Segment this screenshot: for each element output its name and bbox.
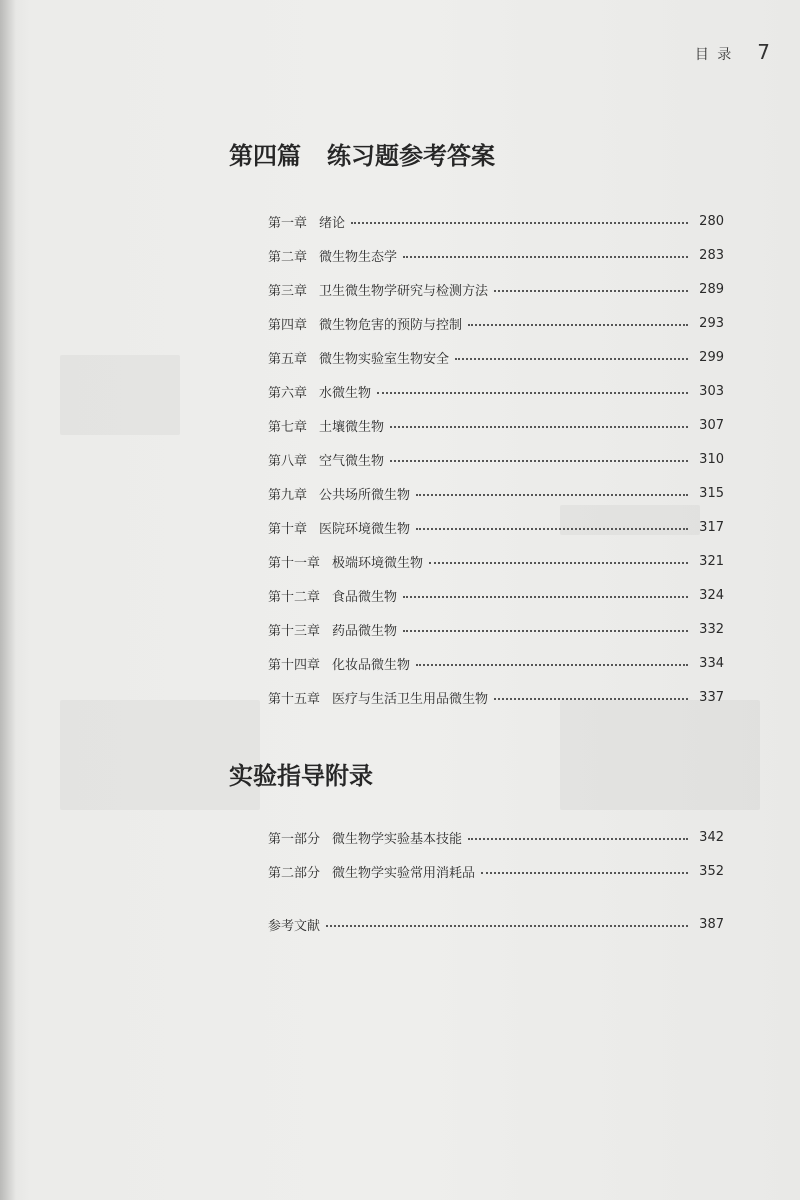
toc-entry-title: 土壤微生物 [319, 419, 385, 435]
toc-entry-number: 第四章 [268, 317, 308, 333]
toc-entry-title: 药品微生物 [332, 623, 398, 639]
toc-entry-page: 299 [699, 349, 724, 365]
toc-entry-page: 332 [699, 621, 724, 637]
part-four-label: 第四篇 [229, 142, 301, 170]
toc-entry-number: 第三章 [268, 283, 308, 299]
leader-dots [390, 460, 688, 462]
toc-entry-title: 微生物生态学 [319, 249, 398, 265]
bleed-through-mark [60, 355, 180, 435]
toc-entry-page: 310 [699, 451, 724, 467]
page-number: 7 [757, 40, 770, 64]
toc-entry-title: 微生物实验室生物安全 [319, 351, 450, 367]
part-four-heading [229, 136, 495, 171]
toc-entry-title: 食品微生物 [332, 589, 398, 605]
toc-entry-title: 医疗与生活卫生用品微生物 [332, 691, 489, 707]
toc-entry-page: 293 [699, 315, 724, 331]
toc-entry-page: 307 [699, 417, 724, 433]
toc-row[interactable] [268, 346, 724, 368]
toc-entry-title: 水微生物 [319, 385, 372, 401]
toc-entry-page: 342 [699, 829, 724, 845]
toc-row[interactable] [268, 244, 724, 266]
leader-dots [403, 256, 688, 258]
leader-dots [416, 664, 688, 666]
leader-dots [351, 222, 688, 224]
toc-entry-title: 极端环境微生物 [332, 555, 424, 571]
leader-dots [390, 426, 688, 428]
toc-entry-number: 第一章 [268, 215, 308, 231]
toc-entry-page: 289 [699, 281, 724, 297]
section-label: 目 录 [694, 47, 734, 63]
toc-row[interactable] [268, 826, 724, 848]
toc-entry-number: 第十二章 [268, 589, 321, 605]
toc-entry-page: 334 [699, 655, 724, 671]
toc-entry-page: 337 [699, 689, 724, 705]
toc-entry-title: 参考文献 [268, 918, 321, 934]
leader-dots [403, 596, 688, 598]
toc-row[interactable] [268, 448, 724, 470]
toc-entry-number: 第十五章 [268, 691, 321, 707]
leader-dots [468, 324, 688, 326]
page-gutter-shadow [0, 0, 16, 1200]
toc-entry-number: 第五章 [268, 351, 308, 367]
toc-entry-number: 第十四章 [268, 657, 321, 673]
toc-entry-title: 微生物危害的预防与控制 [319, 317, 463, 333]
toc-entry-number: 第十一章 [268, 555, 321, 571]
toc-row[interactable] [268, 312, 724, 334]
leader-dots [468, 838, 688, 840]
toc-entry-title: 微生物学实验常用消耗品 [332, 865, 476, 881]
toc-row[interactable] [268, 516, 724, 538]
toc-entry-number: 第八章 [268, 453, 308, 469]
part-four-title: 练习题参考答案 [327, 142, 495, 170]
leader-dots [416, 528, 688, 530]
toc-row[interactable] [268, 584, 724, 606]
toc-entry-title: 医院环境微生物 [319, 521, 411, 537]
toc-row[interactable] [268, 380, 724, 402]
toc-entry-number: 第六章 [268, 385, 308, 401]
running-header [695, 40, 770, 64]
toc-entry-number: 第七章 [268, 419, 308, 435]
toc-entry-title: 化妆品微生物 [332, 657, 411, 673]
toc-row[interactable] [268, 278, 724, 300]
toc-entry-number: 第九章 [268, 487, 308, 503]
leader-dots [481, 872, 688, 874]
toc-entry-title: 公共场所微生物 [319, 487, 411, 503]
toc-entry-title: 空气微生物 [319, 453, 385, 469]
toc-entry-page: 315 [699, 485, 724, 501]
toc-entry-page: 280 [699, 213, 724, 229]
toc-row-references[interactable] [268, 913, 724, 935]
toc-row[interactable] [268, 618, 724, 640]
toc-entry-page: 352 [699, 863, 724, 879]
leader-dots [494, 698, 688, 700]
leader-dots [326, 925, 688, 927]
toc-entry-title: 卫生微生物学研究与检测方法 [319, 283, 489, 299]
toc-entry-page: 283 [699, 247, 724, 263]
toc-entry-page: 303 [699, 383, 724, 399]
leader-dots [494, 290, 688, 292]
toc-entry-title: 微生物学实验基本技能 [332, 831, 463, 847]
toc-entry-title: 绪论 [319, 215, 346, 231]
leader-dots [455, 358, 688, 360]
toc-entry-page: 324 [699, 587, 724, 603]
toc-entry-number: 第十章 [268, 521, 308, 537]
bleed-through-mark [60, 700, 260, 810]
leader-dots [403, 630, 688, 632]
toc-row[interactable] [268, 482, 724, 504]
toc-entry-number: 第二章 [268, 249, 308, 265]
bleed-through-mark [560, 700, 760, 810]
toc-entry-number: 第二部分 [268, 865, 321, 881]
appendix-heading: 实验指导附录 [229, 762, 373, 790]
leader-dots [377, 392, 688, 394]
toc-row[interactable] [268, 550, 724, 572]
toc-entry-page: 387 [699, 916, 724, 932]
leader-dots [429, 562, 688, 564]
toc-entry-number: 第一部分 [268, 831, 321, 847]
toc-entry-number: 第十三章 [268, 623, 321, 639]
toc-entry-page: 317 [699, 519, 724, 535]
toc-row[interactable] [268, 652, 724, 674]
toc-row[interactable] [268, 414, 724, 436]
toc-entry-page: 321 [699, 553, 724, 569]
toc-row[interactable] [268, 686, 724, 708]
toc-row[interactable] [268, 860, 724, 882]
toc-row[interactable] [268, 210, 724, 232]
leader-dots [416, 494, 688, 496]
